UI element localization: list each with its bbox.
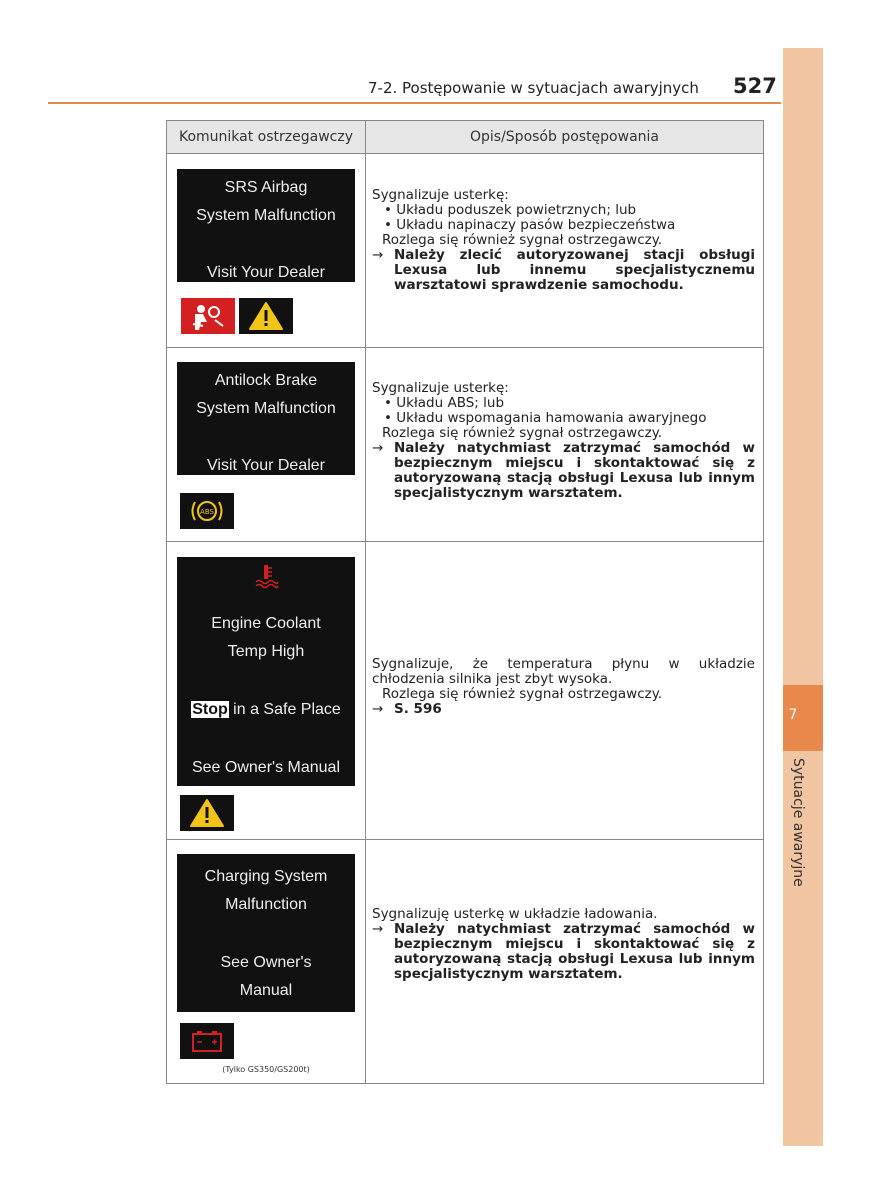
arrow-symbol: →	[372, 921, 384, 937]
message-cell	[167, 154, 366, 348]
display-screen	[177, 169, 355, 282]
table-row	[167, 154, 764, 348]
message-cell	[167, 542, 366, 840]
side-tab-label: Sytuacje awaryjne	[790, 758, 806, 887]
desc-sound-note: Rozlega się również sygnał ostrzegawczy.	[382, 425, 663, 441]
abs-icon-label: ABS	[200, 508, 214, 516]
screen-line: See Owner's	[220, 954, 312, 971]
model-note: (Tylko GS350/GS200t)	[222, 1065, 310, 1074]
screen-line	[177, 701, 355, 719]
desc-sound-note: Rozlega się również sygnał ostrzegawczy.	[382, 232, 663, 248]
desc-action: Należy natychmiast zatrzymać samochód w bezpiecznym miejscu i skontaktować się z autoryzowaną stacją obsługi Lexusa lub innym specjalistycznym warsztatem.	[394, 921, 755, 982]
table-row	[167, 348, 764, 542]
screen-line: Malfunction	[225, 896, 307, 913]
description-cell	[366, 348, 764, 542]
desc-bullet: • Układu ABS; lub	[384, 395, 505, 411]
warning-triangle-icon	[180, 795, 234, 831]
screen-line: Manual	[239, 982, 293, 999]
arrow-symbol: →	[372, 701, 384, 717]
description-cell	[366, 542, 764, 840]
description-text	[372, 188, 755, 293]
battery-warning-icon	[180, 1023, 234, 1059]
side-tab-strip	[783, 48, 823, 1146]
description-text	[372, 381, 755, 501]
screen-line: SRS Airbag	[224, 179, 308, 196]
desc-main: Sygnalizuję usterkę w układzie ładowania.	[372, 906, 658, 922]
desc-intro: Sygnalizuje usterkę:	[372, 380, 509, 396]
page-number: 527	[733, 74, 777, 98]
desc-bullet: • Układu napinaczy pasów bezpieczeństwa	[384, 217, 676, 233]
screen-line: Visit Your Dealer	[207, 457, 325, 474]
screen-line: Engine Coolant	[211, 615, 321, 632]
stop-highlight: Stop	[192, 701, 228, 718]
screen-line-part: in a Safe Place	[228, 701, 341, 718]
desc-bullet: • Układu wspomagania hamowania awaryjnego	[384, 410, 707, 426]
coolant-temp-icon	[253, 563, 279, 594]
display-screen	[177, 557, 355, 786]
airbag-warning-icon	[181, 298, 235, 334]
desc-bullet: • Układu poduszek powietrznych; lub	[384, 202, 637, 218]
side-tab-number: 7	[788, 707, 798, 723]
desc-intro: Sygnalizuje usterkę:	[372, 187, 509, 203]
desc-action: Należy natychmiast zatrzymać samochód w bezpiecznym miejscu i skontaktować się z autoryzowaną stacją obsługi Lexusa lub innym specjalistycznym warsztatem.	[394, 440, 755, 501]
section-title: 7-2. Postępowanie w sytuacjach awaryjnych	[368, 79, 699, 97]
display-screen	[177, 362, 355, 475]
arrow-symbol: →	[372, 247, 384, 263]
message-cell	[167, 348, 366, 542]
abs-warning-icon	[180, 493, 234, 529]
screen-line: System Malfunction	[196, 207, 336, 224]
screen-line: Temp High	[227, 643, 305, 660]
screen-line: System Malfunction	[196, 400, 336, 417]
screen-line: Visit Your Dealer	[207, 264, 325, 281]
warning-triangle-icon	[239, 298, 293, 334]
message-cell	[167, 840, 366, 1084]
warning-table	[166, 120, 764, 1084]
desc-main: Sygnalizuje, że temperatura płynu w układzie chłodzenia silnika jest zbyt wysoka.	[372, 656, 755, 687]
arrow-symbol: →	[372, 440, 384, 456]
description-cell	[366, 840, 764, 1084]
table-row	[167, 542, 764, 840]
screen-line: Charging System	[204, 868, 328, 885]
screen-line: Antilock Brake	[214, 372, 318, 389]
display-screen	[177, 854, 355, 1012]
screen-line: See Owner's Manual	[191, 759, 340, 776]
description-text	[372, 657, 755, 717]
desc-action: Należy zlecić autoryzowanej stacji obsługi Lexusa lub innemu specjalistycznemu warsztatowi sprawdzenie samochodu.	[394, 247, 755, 293]
description-cell	[366, 154, 764, 348]
col-header-message: Komunikat ostrzegawczy	[167, 121, 366, 154]
desc-action[interactable]: S. 596	[394, 701, 442, 717]
table-row	[167, 840, 764, 1084]
col-header-description: Opis/Sposób postępowania	[366, 121, 764, 154]
description-text	[372, 907, 755, 982]
desc-sound-note: Rozlega się również sygnał ostrzegawczy.	[382, 686, 663, 702]
header-rule	[48, 102, 781, 104]
